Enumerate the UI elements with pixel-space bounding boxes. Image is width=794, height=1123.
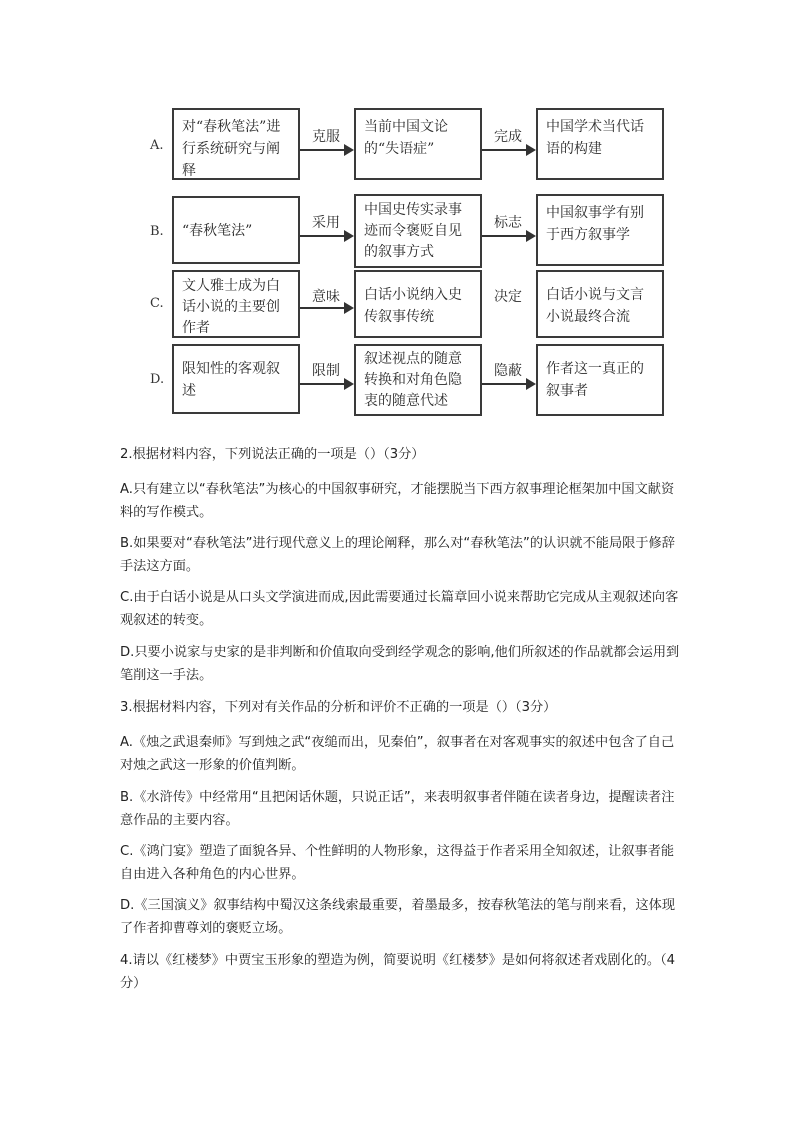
question-2-option-d: D.只要小说家与史家的是非判断和价值取向受到经学观念的影响,他们所叙述的作品就都会运用到笔削这一手法。 bbox=[120, 645, 680, 683]
arrow-label: 隐蔽 bbox=[494, 363, 522, 379]
result-box: 作者这一真正的叙事者 bbox=[536, 344, 664, 416]
arrow-icon bbox=[482, 140, 536, 160]
arrow-icon bbox=[300, 140, 354, 160]
question-3-option-c: C.《鸿门宴》塑造了面貌各异、个性鲜明的人物形象，这得益于作者采用全知叙述，让叙事者能自由进入各种角色的内心世界。 bbox=[120, 844, 675, 882]
arrow-icon bbox=[482, 226, 536, 246]
arrow-icon bbox=[300, 374, 354, 394]
question-2-option-b: B.如果要对“春秋笔法”进行现代意义上的理论阐释，那么对“春秋笔法”的认识就不能局限于修辞手法这方面。 bbox=[120, 536, 675, 574]
question-4-stem: 4.请以《红楼梦》中贾宝玉形象的塑造为例，简要说明《红楼梦》是如何将叙述者戏剧化的。（4分） bbox=[120, 953, 676, 991]
question-2-option-c: C.由于白话小说是从口头文学演进而成,因此需要通过长篇章回小说来帮助它完成从主观叙述向客观叙述的转变。 bbox=[120, 590, 679, 628]
cause-box: 对“春秋笔法”进行系统研究与阐释 bbox=[172, 108, 300, 180]
cause-box: “春秋笔法” bbox=[172, 196, 300, 264]
arrow-label: 采用 bbox=[312, 215, 340, 231]
question-3-option-b: B.《水浒传》中经常用“且把闲话休题，只说正话”，来表明叙事者伴随在读者身边，提醒读者注意作品的主要内容。 bbox=[120, 790, 675, 828]
question-3-stem: 3.根据材料内容，下列对有关作品的分析和评价不正确的一项是（）（3分） bbox=[120, 700, 557, 715]
result-box: 中国叙事学有别于西方叙事学 bbox=[536, 194, 664, 266]
arrow-label: 完成 bbox=[494, 129, 522, 145]
diagram-row-a bbox=[140, 108, 680, 182]
arrow-icon bbox=[482, 374, 536, 394]
option-diagram bbox=[140, 100, 680, 420]
arrow-label: 限制 bbox=[312, 363, 340, 379]
question-2-stem: 2.根据材料内容，下列说法正确的一项是（）（3分） bbox=[120, 447, 425, 462]
arrow-icon bbox=[300, 226, 354, 246]
result-box: 白话小说与文言小说最终合流 bbox=[536, 270, 664, 338]
arrow-label: 意味 bbox=[312, 289, 340, 305]
middle-box: 中国史传实录事迹而令褒贬自见的叙事方式 bbox=[354, 194, 482, 268]
cause-box: 文人雅士成为白话小说的主要创作者 bbox=[172, 270, 300, 338]
diagram-row-c bbox=[140, 270, 680, 344]
middle-box: 当前中国文论的“失语症” bbox=[354, 108, 482, 180]
diagram-row-b bbox=[140, 194, 680, 268]
question-3-option-d: D.《三国演义》叙事结构中蜀汉这条线索最重要，着墨最多，按春秋笔法的笔与削来看，这体现了作者抑曹尊刘的褒贬立场。 bbox=[120, 898, 676, 936]
row-letter: C. bbox=[150, 296, 164, 311]
row-letter: D. bbox=[150, 372, 165, 387]
arrow-label: 克服 bbox=[312, 129, 340, 145]
arrow-icon bbox=[300, 298, 354, 318]
row-letter: A. bbox=[150, 138, 164, 153]
row-letter: B. bbox=[150, 224, 164, 239]
middle-box: 叙述视点的随意转换和对角色隐衷的随意代述 bbox=[354, 344, 482, 416]
question-2-option-a: A.只有建立以“春秋笔法”为核心的中国叙事研究，才能摆脱当下西方叙事理论框架加中国文献资料的写作模式。 bbox=[120, 482, 675, 520]
diagram-row-d bbox=[140, 344, 680, 418]
arrow-label: 决定 bbox=[494, 289, 522, 305]
question-3-option-a: A.《烛之武退秦师》写到烛之武“夜缒而出，见秦伯”，叙事者在对客观事实的叙述中包含了自己对烛之武这一形象的价值判断。 bbox=[120, 735, 675, 773]
result-box: 中国学术当代话语的构建 bbox=[536, 108, 664, 180]
arrow-label: 标志 bbox=[494, 215, 522, 231]
middle-box: 白话小说纳入史传叙事传统 bbox=[354, 270, 482, 338]
cause-box: 限知性的客观叙述 bbox=[172, 344, 300, 414]
